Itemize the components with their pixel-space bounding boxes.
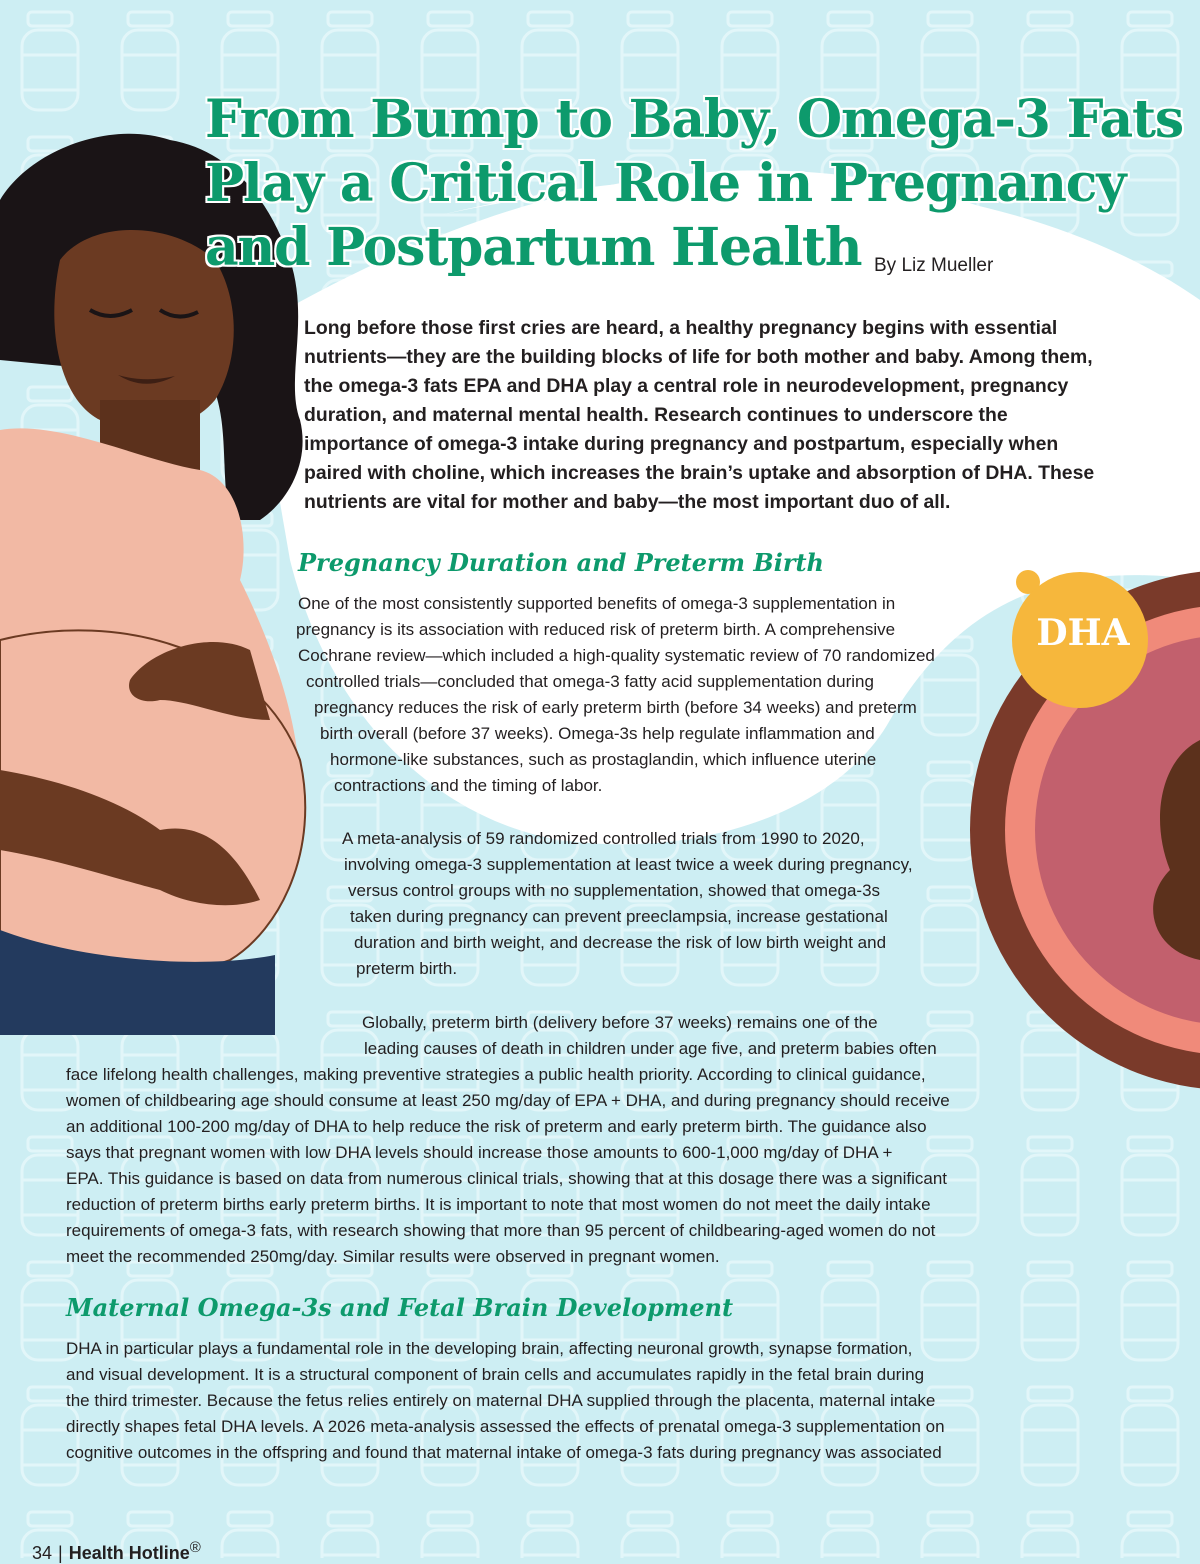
text-line: hormone-like substances, such as prostaglandin, which influence uterine	[330, 750, 877, 769]
text-line: cognitive outcomes in the offspring and found that maternal intake of omega-3 fats during pregnancy was associated	[66, 1443, 942, 1462]
text-line: an additional 100-200 mg/day of DHA to help reduce the risk of preterm and early preterm birth. The guidance also	[66, 1117, 927, 1136]
text-line: involving omega-3 supplementation at least twice a week during pregnancy,	[344, 855, 913, 874]
text-line: pregnancy is its association with reduced risk of preterm birth. A comprehensive	[296, 620, 896, 639]
dha-badge-label: DHA	[1036, 612, 1130, 654]
text-line: Cochrane review—which included a high-quality systematic review of 70 randomized	[298, 646, 935, 665]
page-number: 34	[32, 1543, 53, 1563]
title-line: and Postpartum Health	[205, 217, 862, 278]
magazine-name: Health Hotline	[68, 1543, 190, 1563]
text-line: says that pregnant women with low DHA levels should increase those amounts to 600-1,000 mg/day of DHA +	[66, 1143, 893, 1162]
text-line: women of childbearing age should consume at least 250 mg/day of EPA + DHA, and during pregnancy should receive	[66, 1091, 950, 1110]
text-line: versus control groups with no supplementation, showed that omega-3s	[348, 881, 881, 900]
text-line: meet the recommended 250mg/day. Similar results were observed in pregnant women.	[66, 1247, 720, 1266]
text-line: pregnancy reduces the risk of early preterm birth (before 34 weeks) and preterm	[314, 698, 917, 717]
text-line: taken during pregnancy can prevent preeclampsia, increase gestational	[350, 907, 888, 926]
text-line: Globally, preterm birth (delivery before 37 weeks) remains one of the	[362, 1013, 878, 1032]
text-line: preterm birth.	[356, 959, 458, 978]
text-line: duration and birth weight, and decrease the risk of low birth weight and	[354, 933, 887, 952]
section-heading-preterm: Pregnancy Duration and Preterm Birth	[298, 548, 825, 577]
article-title	[205, 88, 1183, 280]
text-line: leading causes of death in children under age five, and preterm babies often	[364, 1039, 937, 1058]
text-line: controlled trials—concluded that omega-3 fatty acid supplementation during	[306, 672, 874, 691]
text-line: contractions and the timing of labor.	[334, 776, 603, 795]
title-line: Play a Critical Role in Pregnancy	[205, 153, 1126, 214]
text-line: One of the most consistently supported benefits of omega-3 supplementation in	[298, 594, 896, 613]
text-line: face lifelong health challenges, making preventive strategies a public health priority. According to clinical guidance,	[66, 1065, 926, 1084]
intro-paragraph: Long before those first cries are heard, a healthy pregnancy begins with essential nutrients—they are the building blocks of life for both mother and baby. Among them, the omega-3 fats EPA and DHA play a central role in neurodevelopment, pregnancy duration, and maternal mental health. Research continues to underscore the importance of omega-3 intake during pregnancy and postpartum, especially when paired with choline, which increases the brain’s uptake and absorption of DHA. These nutrients are vital for mother and baby—the most important duo of all.	[304, 317, 1095, 513]
text-line: directly shapes fetal DHA levels. A 2026 meta-analysis assessed the effects of prenatal omega-3 supplementation on	[66, 1417, 945, 1436]
text-line: birth overall (before 37 weeks). Omega-3s help regulate inflammation and	[320, 724, 875, 743]
text-line: EPA. This guidance is based on data from numerous clinical trials, showing that at this dosage there was a significant	[66, 1169, 948, 1188]
page-footer	[32, 1539, 201, 1564]
footer-separator: |	[58, 1543, 63, 1563]
text-line: reduction of preterm births early preterm births. It is important to note that most women do not meet the daily intake	[66, 1195, 931, 1214]
byline: By Liz Mueller	[874, 255, 994, 276]
text-line: requirements of omega-3 fats, with research showing that more than 95 percent of childbearing-aged women do not	[66, 1221, 936, 1240]
section-heading-brain: Maternal Omega-3s and Fetal Brain Development	[66, 1293, 734, 1322]
title-line: From Bump to Baby, Omega-3 Fats	[205, 89, 1183, 150]
text-line: and visual development. It is a structural component of brain cells and accumulates rapidly in the fetal brain during	[66, 1365, 925, 1384]
text-line: the third trimester. Because the fetus relies entirely on maternal DHA supplied through the placenta, maternal intake	[66, 1391, 936, 1410]
text-line: A meta-analysis of 59 randomized controlled trials from 1990 to 2020,	[342, 829, 865, 848]
registered-mark: ®	[189, 1539, 201, 1556]
text-line: DHA in particular plays a fundamental role in the developing brain, affecting neuronal growth, synapse formation,	[66, 1339, 913, 1358]
